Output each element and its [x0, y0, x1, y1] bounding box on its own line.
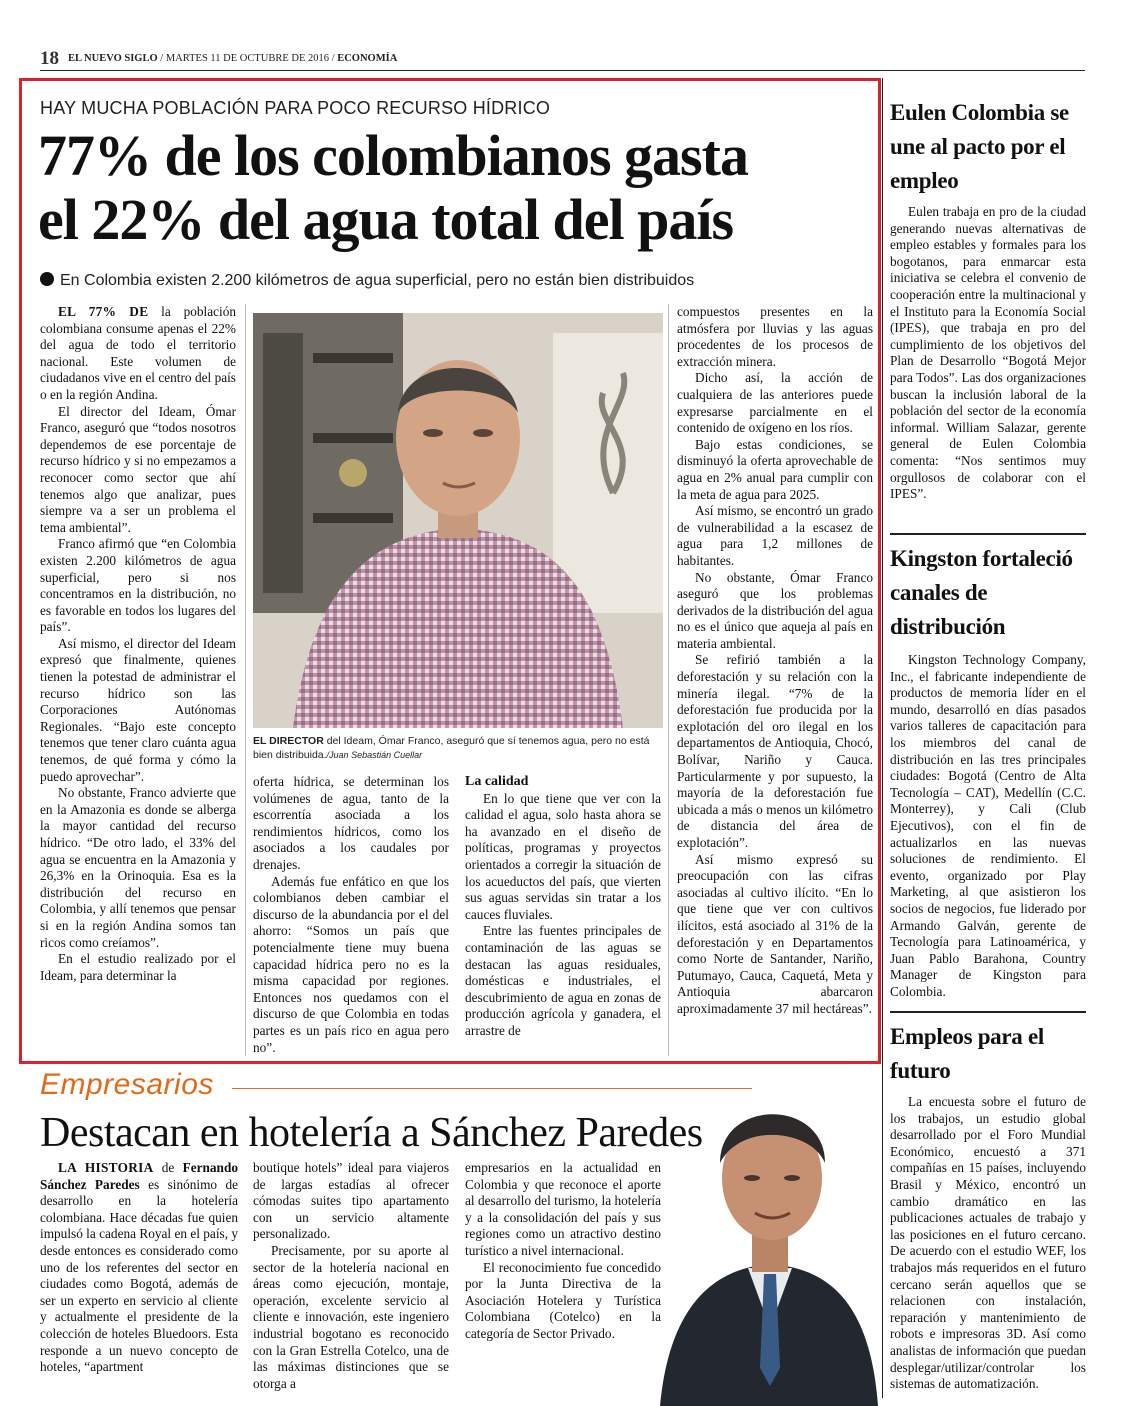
- header-rule: [40, 70, 1085, 71]
- caption-lead: EL DIRECTOR: [253, 735, 324, 747]
- article-column-3: [465, 774, 661, 1056]
- headline: [38, 124, 748, 252]
- lead-in: EL 77% DE: [58, 304, 149, 319]
- paragraph: En el estudio realizado por el Ideam, para determinar la: [40, 951, 236, 983]
- paragraph: El director del Ideam, Ómar Franco, aseguró que “todos nosotros dependemos de ese porcentaje de recurso hídrico y si no empezamos a reconocer como sector que ahí tenemos algo que analizar, pues siempre va a ser un problema el tema ambiental”.: [40, 403, 236, 535]
- bullet-icon: [40, 272, 54, 286]
- paragraph: EL 77% DE la población colombiana consume apenas el 22% del agua de todo el territorio nacional. Este volumen de ciudadanos vive en el centro del país o en la región Andina.: [40, 304, 236, 402]
- issue-date: MARTES 11 DE OCTUBRE DE 2016: [165, 53, 330, 64]
- empresarios-column-2: [253, 1160, 449, 1400]
- paragraph: No obstante, Franco advierte que en la Amazonia es donde se alberga la mayor cantidad del recurso hídrico. “De otro lado, el 33% del agua se encuentra en la Amazonia y 26,3% en la Orinoquia. Esa es la distribución del recurso en Colombia, y allí tenemos que pensar si en la región Andina somos tan ricos como creíamos”.: [40, 785, 236, 950]
- paragraph: En lo que tiene que ver con la calidad el agua, solo hasta ahora se ha avanzado en el diseño de políticas, programas y proyectos orientados a corregir la situación de los acueductos del país, que vierten sus aguas servidas sin tratar a los cauces fluviales.: [465, 790, 661, 922]
- column-rule: [668, 304, 669, 1056]
- sidebar-story-empleos: [890, 1020, 1086, 1393]
- paragraph: boutique hotels” ideal para viajeros de largas estadías al ofrecer cómodas suites tipo apartamento con un servicio altamente personalizado.: [253, 1160, 449, 1242]
- section-label-empresarios: Empresarios: [40, 1068, 214, 1101]
- director-photo: [253, 313, 663, 728]
- caption-text: del Ideam, Ómar Franco, aseguró que sí tenemos agua, pero no está bien distribuida.: [253, 735, 650, 761]
- article-column-2: [253, 774, 449, 1056]
- paragraph: Dicho así, la acción de cualquiera de las anteriores puede expresarse parcialmente en el contenido de oxígeno en los ríos.: [677, 370, 873, 436]
- kicker: HAY MUCHA POBLACIÓN PARA POCO RECURSO HÍDRICO: [40, 98, 551, 118]
- photo-credit: /Juan Sebastián Cuellar: [326, 750, 423, 760]
- page-header: [40, 48, 1085, 70]
- story-body: Eulen trabaja en pro de la ciudad generando nuevas alternativas de empleo estables y formales para los bogotanos, para enmarcar esta iniciativa se celebra el convenio de cooperación entre la multinacional y el Instituto para la Economía Social (IPES), que trabaja en pro del cumplimiento de los objetivos del Plan de Desarrollo “Bogotá Mejor para Todos”. Las dos organizaciones buscan la inclusión laboral de la población del sector de la economía informal. William Salazar, gerente general de Eulen Colombia comenta: “Nos sentimos muy orgullosos de colaborar con el IPES”.: [890, 204, 1086, 502]
- article-column-4: [677, 304, 873, 1056]
- paragraph: Así mismo, se encontró un grado de vulnerabilidad a la escasez de agua para 1,2 millones de habitantes.: [677, 503, 873, 568]
- paragraph: Se refirió también a la deforestación y su relación con la minería ilegal. “7% de la deforestación fue producida por la explotación del oro ilegal en los departamentos de Antioquia, Chocó, Bolívar, Nariño y Cauca. Particularmente y por supuesto, la mayoría de la deforestación fue ubicada a más o menos un kilómetro de distancia del área de explotación”.: [677, 652, 873, 850]
- empresarios-column-3: [465, 1160, 661, 1400]
- sidebar-divider: [890, 1011, 1086, 1013]
- paragraph: Franco afirmó que “en Colombia existen 2.200 kilómetros de agua superficial, pero si nos concentramos en la distribución, no es favorable en todos los lugares del país”.: [40, 536, 236, 635]
- column-rule: [245, 304, 246, 1056]
- empresarios-column-1: [40, 1160, 238, 1400]
- paragraph: El reconocimiento fue concedido por la Junta Directiva de la Asociación Hotelera y Turística Colombiana (Cotelco) en la categoría de Sector Privado.: [465, 1259, 661, 1341]
- director-photo-illustration: [253, 313, 663, 728]
- sanchez-paredes-photo: [660, 1068, 878, 1406]
- story-title: Empleos para el futuro: [890, 1024, 1044, 1083]
- paragraph: LA HISTORIA de Fernando Sánchez Paredes es sinónimo de desarrollo en la hotelería colombiana. Hace décadas fue quien impulsó la cadena Royal en el país, y desde entonces es considerado como uno de los referentes del sector en ciudades como Bogotá, además de ser un experto en servicio al cliente y actualmente el presidente de la colección de hoteles Bluedoors. Esta responde a un nuevo concepto de hoteles, “apartment: [40, 1160, 238, 1375]
- empresarios-headline: Destacan en hotelería a Sánchez Paredes: [40, 1110, 703, 1156]
- page-number: 18: [40, 48, 59, 69]
- sanchez-paredes-illustration: [660, 1068, 878, 1406]
- paragraph: empresarios en la actualidad en Colombia y que reconoce el aporte al desarrollo del turismo, la hotelería y a la consolidación del país y sus regiones como un atractivo destino turístico a nivel internacional.: [465, 1160, 661, 1258]
- headline-line-1: 77% de los colombianos gasta: [38, 123, 748, 188]
- sidebar-story-kingston: [890, 542, 1086, 1000]
- paragraph: oferta hídrica, se determinan los volúmenes de agua, tanto de la escorrentía asociada a los rendimientos hídricos, como los asociados a los caudales por drenajes.: [253, 774, 449, 872]
- deck-text: En Colombia existen 2.200 kilómetros de agua superficial, pero no están bien distribuidos: [60, 272, 695, 289]
- deck: [40, 272, 694, 290]
- headline-line-2: el 22% del agua total del país: [38, 187, 734, 252]
- masthead: EL NUEVO SIGLO: [68, 53, 158, 64]
- sidebar-story-eulen: [890, 96, 1086, 503]
- section-name: ECONOMÍA: [337, 53, 398, 64]
- paragraph: Bajo estas condiciones, se disminuyó la oferta aprovechable de agua en 2% anual para cumplir con la meta de agua para 2025.: [677, 436, 873, 502]
- article-column-1: [40, 304, 236, 1056]
- sidebar-rule: [882, 78, 883, 1398]
- story-body: La encuesta sobre el futuro de los trabajos, un estudio global desarrollado por el Foro Mundial Económico, encuestó a 371 compañías en 15 países, incluyendo Brasil y México, encontró un cambio dramático en las publicaciones actuales de trabajo y las posiciones en el futuro cercano. De acuerdo con el estudio WEF, los trabajos más requeridos en el futuro cercano serán aquellos que se relacionen con instalación, reparación y mantenimiento de robots e impresoras 3D. Así como analistas de información que puedan desplegar/utilizar/controlar los sistemas de automatización.: [890, 1094, 1086, 1392]
- person-name: Fernando Sánchez Paredes: [40, 1160, 238, 1192]
- paragraph: Precisamente, por su aporte al sector de la hotelería nacional en áreas como ejecución, montaje, operación, excelente servicio al cliente e innovación, este ingeniero industrial bogotano es reconocido con la Gran Estrella Cotelco, una de las máximas distinciones que se otorga a: [253, 1242, 449, 1391]
- sidebar-divider: [890, 533, 1086, 535]
- paragraph: Así mismo expresó su preocupación con las cifras asociadas al cultivo ilícito. “En lo que tiene que ver con cultivos ilícitos, está asociado al 31% de la deforestación y en Departamentos como Norte de Santander, Nariño, Putumayo, Cauca, Caquetá, Meta y Antioquia abarcaron aproximadamente 37 mil hectáreas”.: [677, 851, 873, 1016]
- subhead-la-calidad: La calidad: [465, 774, 529, 789]
- story-body: Kingston Technology Company, Inc., el fabricante independiente de productos de memoria líder en el mundo, desarrolló en días pasados varios talleres de capacitación para los miembros del canal de distribución en las tres principales ciudades: Bogotá (Centro de Alta Tecnología – CAT), Medellín (C.C. Monterrey), y Cali (Club Ejecutivos), con el fin de actualizarlos en las nuevas soluciones de rendimiento. El evento, organizado por Play Marketing, al que asistieron los socios de negocios, fue liderado por Armando Galván, gerente de Tecnología para Latinoamérica, y Juan Pablo Barahona, Country Manager de Kingston para Colombia.: [890, 652, 1086, 999]
- paragraph: No obstante, Ómar Franco aseguró que los problemas derivados de la distribución del agua no es el único que aqueja al país en materia ambiental.: [677, 569, 873, 651]
- paragraph: Así mismo, el director del Ideam expresó que finalmente, quienes tienen la potestad de administrar el recurso hídrico son las Corporaciones Autónomas Regionales. “Bajo este concepto tenemos que tener claro cuánta agua tenemos, de qué forma y cómo la puedo aprovechar”.: [40, 635, 236, 784]
- lead-in: LA HISTORIA: [58, 1160, 154, 1175]
- paragraph: compuestos presentes en la atmósfera por lluvias y las aguas procedentes de los procesos de extracción minera.: [677, 304, 873, 369]
- photo-caption: [253, 734, 663, 762]
- paragraph: Entre las fuentes principales de contaminación de las aguas se destacan las aguas residuales, domésticas e industriales, el descubrimiento de agua en zonas de producción agrícola y ganadera, el arrastre de: [465, 923, 661, 1038]
- masthead-line: EL NUEVO SIGLO / MARTES 11 DE OCTUBRE DE 2016 / ECONOMÍA: [68, 53, 398, 64]
- story-title: Kingston fortaleció canales de distribución: [890, 546, 1073, 639]
- story-title: Eulen Colombia se une al pacto por el empleo: [890, 100, 1069, 193]
- paragraph: Además fue enfático en que los colombianos deben cambiar el discurso de la abundancia por el del ahorro: “Somos un país que potencialmente tiene muy buena capacidad hídrica pero no es la misma capacidad por regiones. Entonces nos quedamos con el discurso de que Colombia en todas partes es un país rico en agua pero no”.: [253, 873, 449, 1055]
